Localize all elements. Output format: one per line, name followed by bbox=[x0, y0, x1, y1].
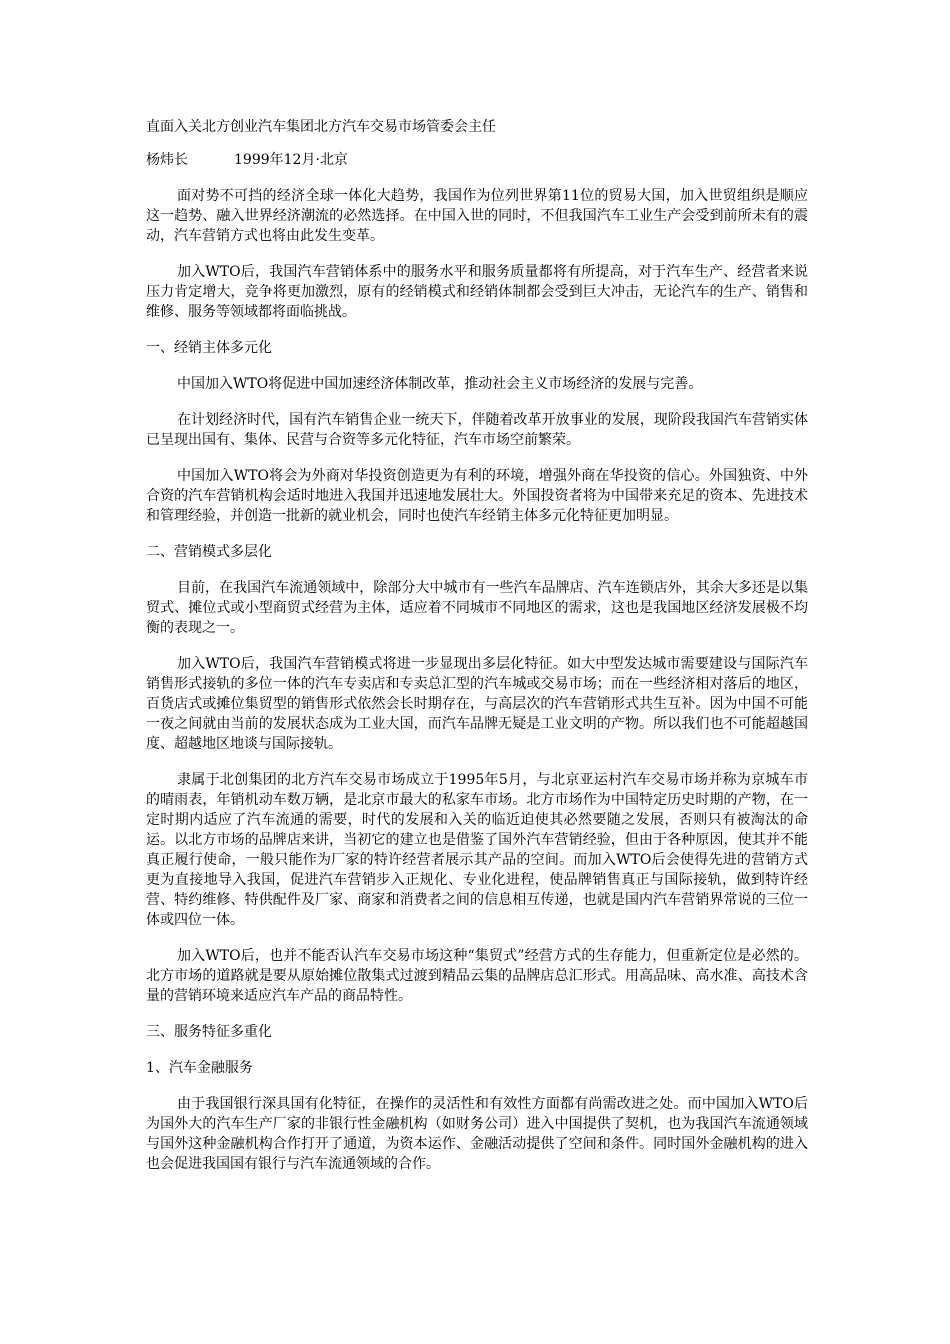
byline bbox=[146, 150, 808, 170]
section-heading: 二、营销模式多层化 bbox=[146, 544, 272, 560]
paragraph: 加入WTO后，也并不能否认汽车交易市场这种“集贸式”经营方式的生存能力，但重新定位是必然的。北方市场的道路就是要从原始摊位散集式过渡到精品云集的品牌店总汇形式。用高品味、高水准、高技术含量的营销环境来适应汽车产品的商品特性。 bbox=[146, 948, 808, 1004]
document-page bbox=[146, 117, 808, 1190]
document-body bbox=[146, 186, 808, 1174]
paragraph: 中国加入WTO将会为外商对华投资创造更为有利的环境，增强外商在华投资的信心。外国独资、中外合资的汽车营销机构会适时地进入我国并迅速地发展壮大。外国投资者将为中国带来充足的资本、先进技术和管理经验，并创造一批新的就业机会，同时也使汽车经销主体多元化特征更加明显。 bbox=[146, 468, 808, 524]
paragraph: 面对势不可挡的经济全球一体化大趋势，我国作为位列世界第11位的贸易大国，加入世贸组织是顺应这一趋势、融入世界经济潮流的必然选择。在中国入世的同时，不但我国汽车工业生产会受到前所未有的震动，汽车营销方式也将由此发生变革。 bbox=[146, 188, 808, 244]
author-name: 杨炜长 bbox=[146, 152, 188, 168]
document-title: 直面入关北方创业汽车集团北方汽车交易市场管委会主任 bbox=[146, 119, 496, 135]
date-place: 1999年12月·北京 bbox=[234, 152, 348, 168]
paragraph: 在计划经济时代，国有汽车销售企业一统天下，伴随着改革开放事业的发展，现阶段我国汽车营销实体已呈现出国有、集体、民营与合资等多元化特征，汽车市场空前繁荣。 bbox=[146, 412, 808, 448]
paragraph: 中国加入WTO将促进中国加速经济体制改革，推动社会主义市场经济的发展与完善。 bbox=[177, 376, 703, 392]
paragraph: 隶属于北创集团的北方汽车交易市场成立于1995年5月，与北京亚运村汽车交易市场并称为京城车市的晴雨表，年销机动车数万辆，是北京市最大的私家车市场。北方市场作为中国特定历史时期的产物，在一定时期内适应了汽车流通的需要，时代的发展和入关的临近迫使其必然要随之发展，否则只有被淘汰的命运。以北方市场的品牌店来讲，当初它的建立也是借鉴了国外汽车营销经验，但由于各种原因，使其并不能真正履行使命，一般只能作为厂家的特许经营者展示其产品的空间。而加入WTO后会使得先进的营销方式更为直接地导入我国，促进汽车营销步入正规化、专业化进程，使品牌销售真正与国际接轨，做到特许经营、特约维修、特供配件及厂家、商家和消费者之间的信息相互传递，也就是国内汽车营销界常说的三位一体或四位一体。 bbox=[146, 772, 808, 928]
section-heading: 三、服务特征多重化 bbox=[146, 1024, 272, 1040]
paragraph: 目前，在我国汽车流通领域中，除部分大中城市有一些汽车品牌店、汽车连锁店外，其余大多还是以集贸式、摊位式或小型商贸式经营为主体，适应着不同城市不同地区的需求，这也是我国地区经济发展极不均衡的表现之一。 bbox=[146, 580, 808, 636]
paragraph: 加入WTO后，我国汽车营销体系中的服务水平和服务质量都将有所提高，对于汽车生产、经营者来说压力肯定增大，竞争将更加激烈，原有的经销模式和经销体制都会受到巨大冲击，无论汽车的生产、销售和维修、服务等领域都将面临挑战。 bbox=[146, 264, 808, 320]
paragraph: 加入WTO后，我国汽车营销模式将进一步显现出多层化特征。如大中型发达城市需要建设与国际汽车销售形式接轨的多位一体的汽车专卖店和专卖总汇型的汽车城或交易市场；而在一些经济相对落后的地区，百货店式或摊位集贸型的销售形式依然会长时期存在，与高层次的汽车营销形式共生互补。因为中国不可能一夜之间就由当前的发展状态成为工业大国，而汽车品牌无疑是工业文明的产物。所以我们也不可能超越国度、超越地区地谈与国际接轨。 bbox=[146, 656, 808, 752]
paragraph: 由于我国银行深具国有化特征，在操作的灵活性和有效性方面都有尚需改进之处。而中国加入WTO后为国外大的汽车生产厂家的非银行性金融机构（如财务公司）进入中国提供了契机，也为我国汽车流通领域与国外这种金融机构合作打开了通道，为资本运作、金融活动提供了空间和条件。同时国外金融机构的进入也会促进我国国有银行与汽车流通领域的合作。 bbox=[146, 1096, 808, 1172]
section-heading: 一、经销主体多元化 bbox=[146, 340, 272, 356]
section-heading: 1、汽车金融服务 bbox=[146, 1060, 253, 1076]
